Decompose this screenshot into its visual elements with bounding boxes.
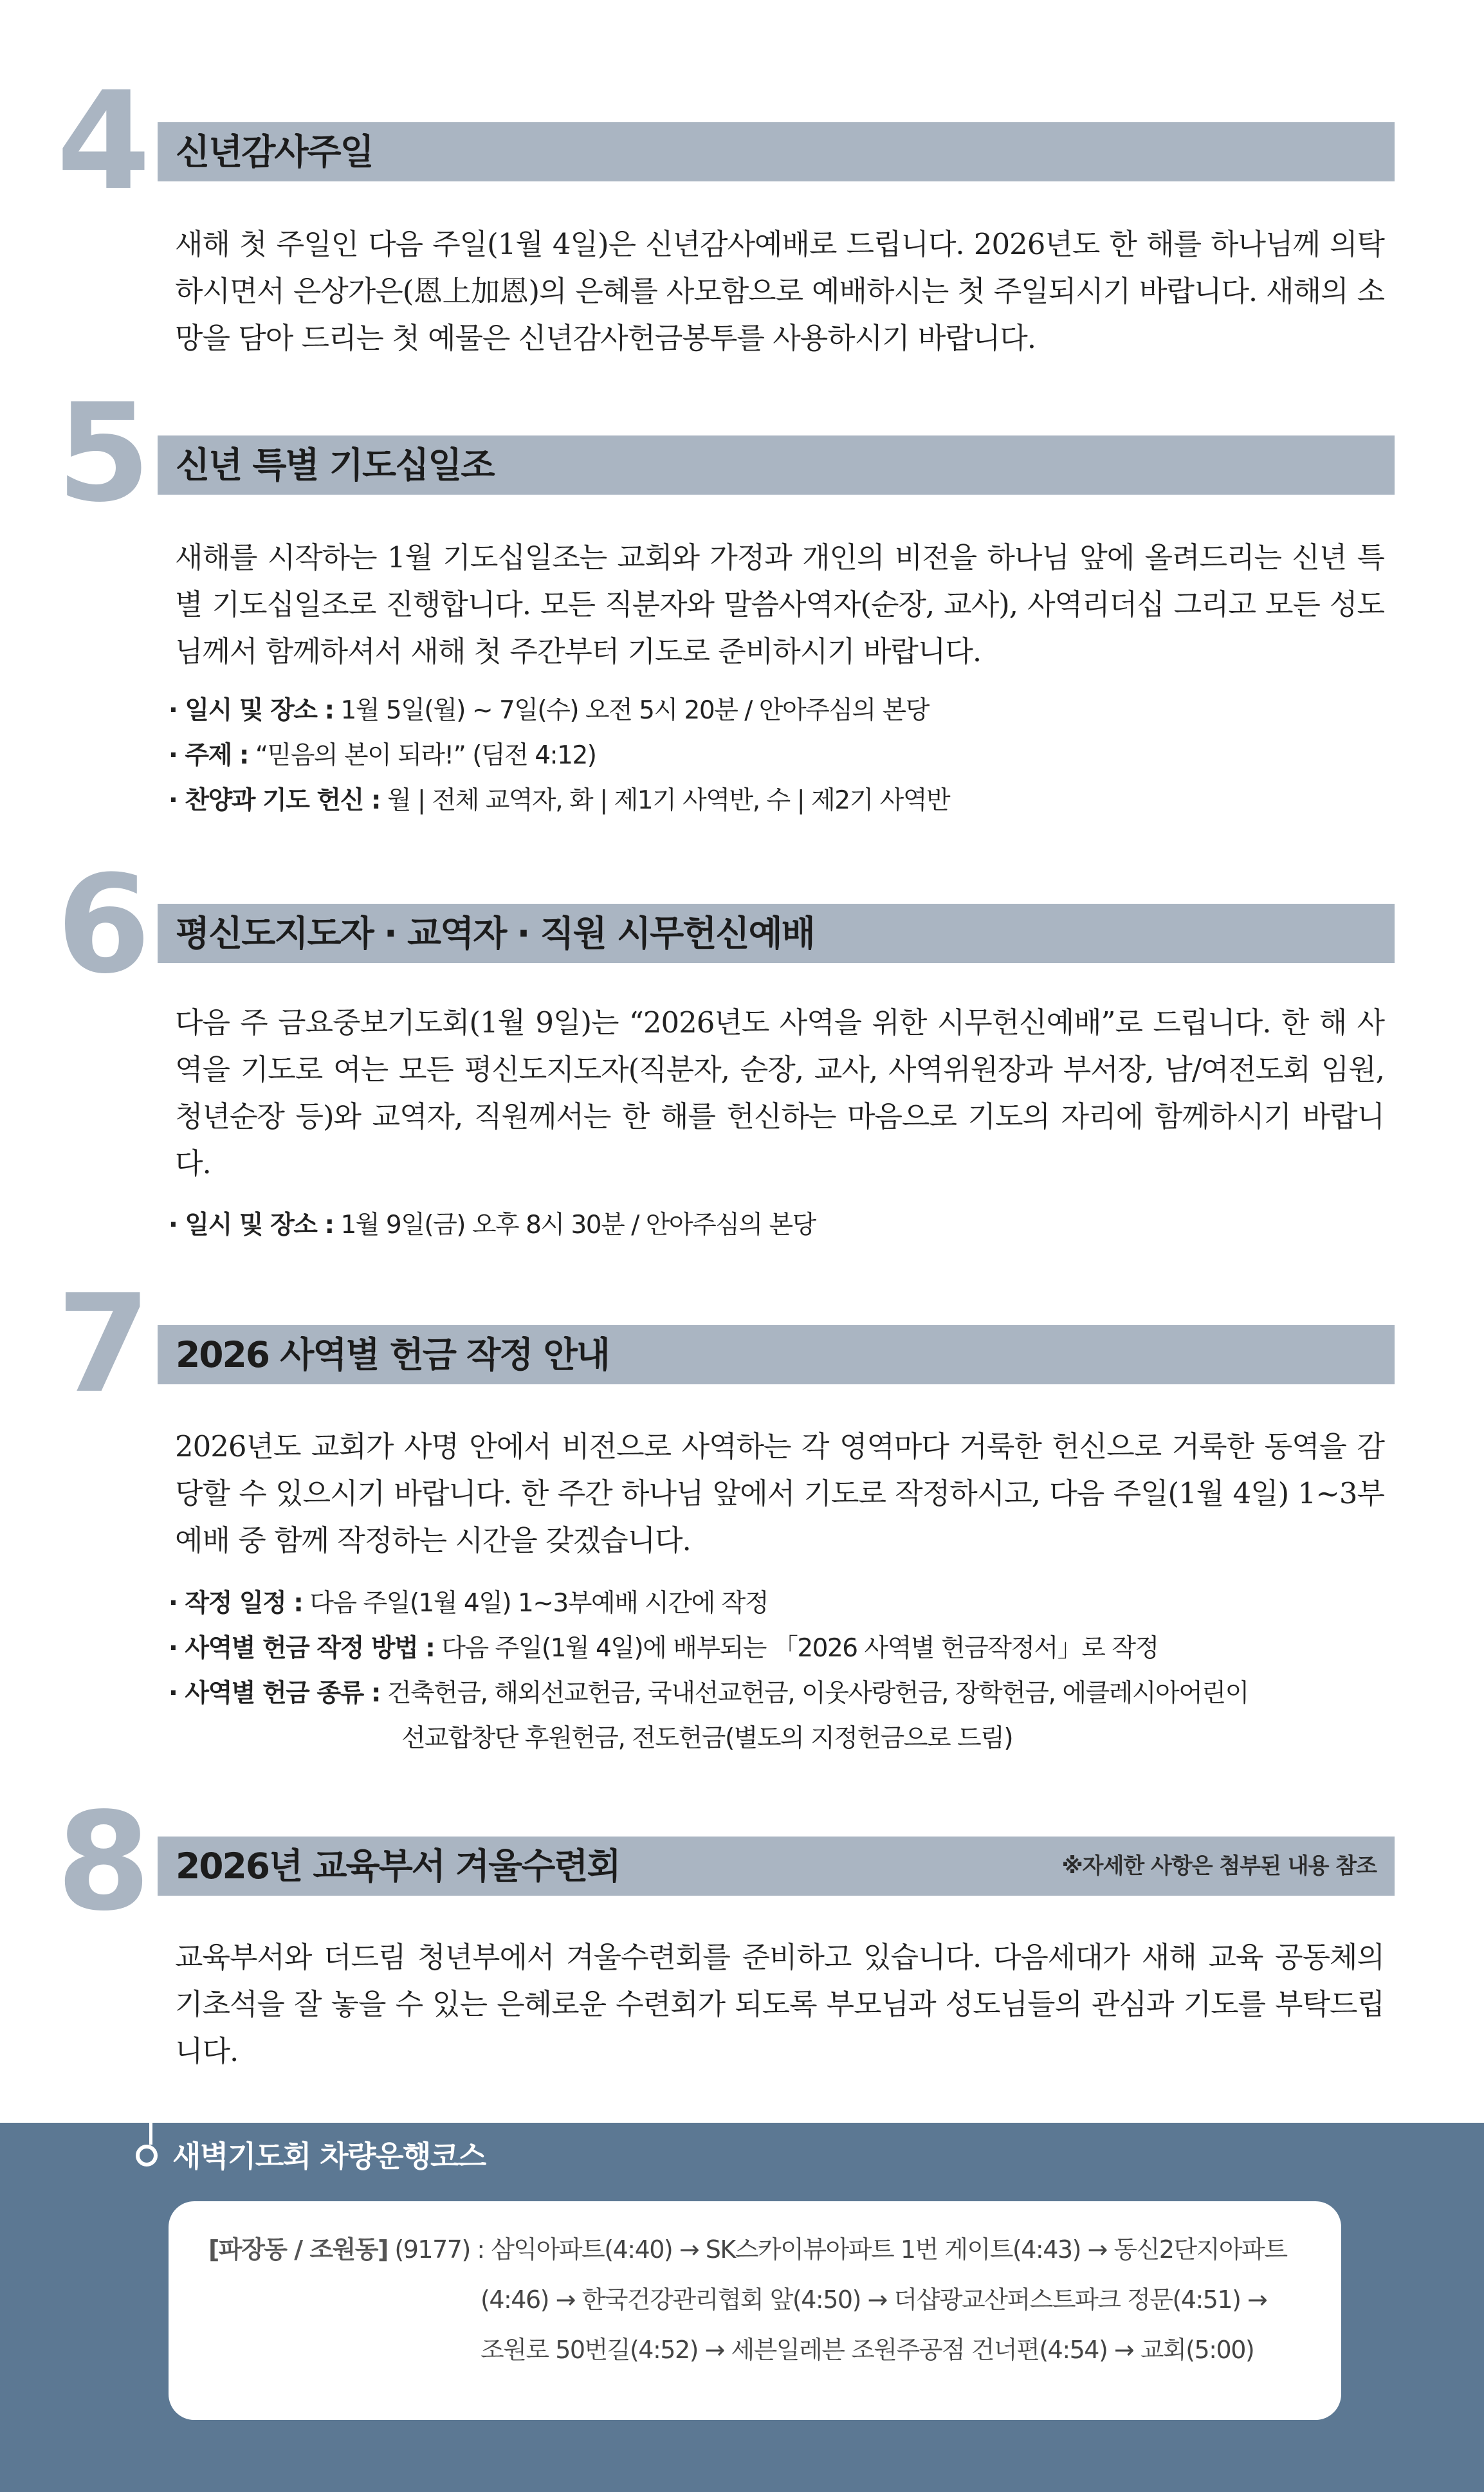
bullet-list [169,1581,1391,1761]
section-body: 새해 첫 주일인 다음 주일(1월 4일)은 신년감사예배로 드립니다. 2026년도 한 해를 하나님께 의탁하시면서 은상가은(恩上加恩)의 은혜를 사모함으로 예배하시는 첫 주일되시기 바랍니다. 새해의 소망을 담아 드리는 첫 예물은 신년감사헌금봉투를 사용하시기 바랍니다. [175,227,1384,355]
section-body: 다음 주 금요중보기도회(1월 9일)는 “2026년도 사역을 위한 시무헌신예배”로 드립니다. 한 해 사역을 기도로 여는 모든 평신도지도자(직분자, 순장, 교사, 사역위원장과 부서장, 남/여전도회 임원, 청년순장 등)와 교역자, 직원께서는 한 해를 헌신하는 마음으로 기도의 자리에 함께하시기 바랍니다. [175,1005,1384,1180]
section-body: 새해를 시작하는 1월 기도십일조는 교회와 가정과 개인의 비전을 하나님 앞에 올려드리는 신년 특별 기도십일조로 진행합니다. 모든 직분자와 말씀사역자(순장, 교사), 사역리더십 그리고 모든 성도님께서 함께하셔서 새해 첫 주간부터 기도로 준비하시기 바랍니다. [175,540,1384,668]
route-line-3: 조원로 50번길(4:52) → 세븐일레븐 조원주공점 건너편(4:54) → 교회(5:00) [481,2336,1254,2364]
pin-line [149,2123,152,2145]
section-title-bar [158,122,1395,181]
section-note: ※자세한 사항은 첨부된 내용 참조 [1061,1853,1377,1879]
bullet-label: · 찬양과 기도 헌신 : [169,786,380,815]
section-title: 신년감사주일 [176,131,373,172]
bullet-item [169,1203,1391,1248]
bullet-item [169,1626,1391,1671]
section-number: 6 [57,846,147,1003]
section-title-bar [158,904,1395,963]
route-line-1 [208,2233,1287,2266]
footer-bus-route [0,2123,1484,2492]
bullet-text: “믿음의 본이 되라!” (딤전 4:12) [248,741,596,770]
bullet-item [169,1671,1391,1761]
section-title: 2026년 교육부서 겨울수련회 [176,1846,620,1887]
bullet-item [169,733,1391,778]
section-number: 8 [57,1783,147,1941]
bullet-item [169,778,1391,823]
bullet-text: 1월 5일(월) ~ 7일(수) 오전 5시 20분 / 안아주심의 본당 [333,696,929,725]
footer-title: 새벽기도회 차량운행코스 [172,2139,486,2174]
bullet-label: · 사역별 헌금 작정 방법 : [169,1634,435,1663]
section-number: 5 [57,374,147,532]
route-box [169,2201,1341,2420]
circle-pin-icon [136,2145,158,2167]
section-title-bar [158,1325,1395,1384]
bullet-item [169,1581,1391,1626]
bullet-item [169,688,1391,733]
bullet-label: · 일시 및 장소 : [169,696,334,725]
section-title-bar [158,435,1395,495]
bullet-text: 건축헌금, 해외선교헌금, 국내선교헌금, 이웃사랑헌금, 장학헌금, 에클레시아어린이 [380,1679,1249,1708]
bullet-text: 다음 주일(1월 4일)에 배부되는 「2026 사역별 헌금작정서」로 작정 [434,1634,1159,1663]
section-title-bar [158,1837,1395,1896]
bullet-text-continued: 선교합창단 후원헌금, 전도헌금(별도의 지정헌금으로 드림) [401,1724,1013,1753]
section-title: 2026 사역별 헌금 작정 안내 [176,1334,609,1375]
bullet-list [169,1203,1391,1248]
section-title: 평신도지도자 · 교역자 · 직원 시무헌신예배 [176,913,814,954]
bullet-label: · 주제 : [169,741,248,770]
route-text: (9177) : 삼익아파트(4:40) → SK스카이뷰아파트 1번 게이트(4:43) → 동신2단지아파트 [387,2235,1287,2264]
section-number: 4 [57,62,147,220]
section-number: 7 [57,1265,147,1423]
section-title: 신년 특별 기도십일조 [176,444,494,486]
bullet-text: 다음 주일(1월 4일) 1~3부예배 시간에 작정 [302,1589,769,1618]
route-line-2: (4:46) → 한국건강관리협회 앞(4:50) → 더샵광교산퍼스트파크 정문(4:51) → [481,2286,1267,2314]
bullet-label: · 사역별 헌금 종류 : [169,1679,380,1708]
section-body: 2026년도 교회가 사명 안에서 비전으로 사역하는 각 영역마다 거룩한 헌신으로 거룩한 동역을 감당할 수 있으시기 바랍니다. 한 주간 하나님 앞에서 기도로 작정하시고, 다음 주일(1월 4일) 1~3부예배 중 함께 작정하는 시간을 갖겠습니다. [175,1429,1384,1557]
section-body: 교육부서와 더드림 청년부에서 겨울수련회를 준비하고 있습니다. 다음세대가 새해 교육 공동체의 기초석을 잘 놓을 수 있는 은혜로운 수련회가 되도록 부모님과 성도님들의 관심과 기도를 부탁드립니다. [175,1940,1384,2068]
bullet-label: · 일시 및 장소 : [169,1211,334,1240]
bullet-text: 1월 9일(금) 오후 8시 30분 / 안아주심의 본당 [333,1211,816,1240]
bullet-text: 월 | 전체 교역자, 화 | 제1기 사역반, 수 | 제2기 사역반 [380,786,950,815]
route-label: [파장동 / 조원동] [208,2235,388,2264]
bullet-list [169,688,1391,823]
bullet-label: · 작정 일정 : [169,1589,303,1618]
